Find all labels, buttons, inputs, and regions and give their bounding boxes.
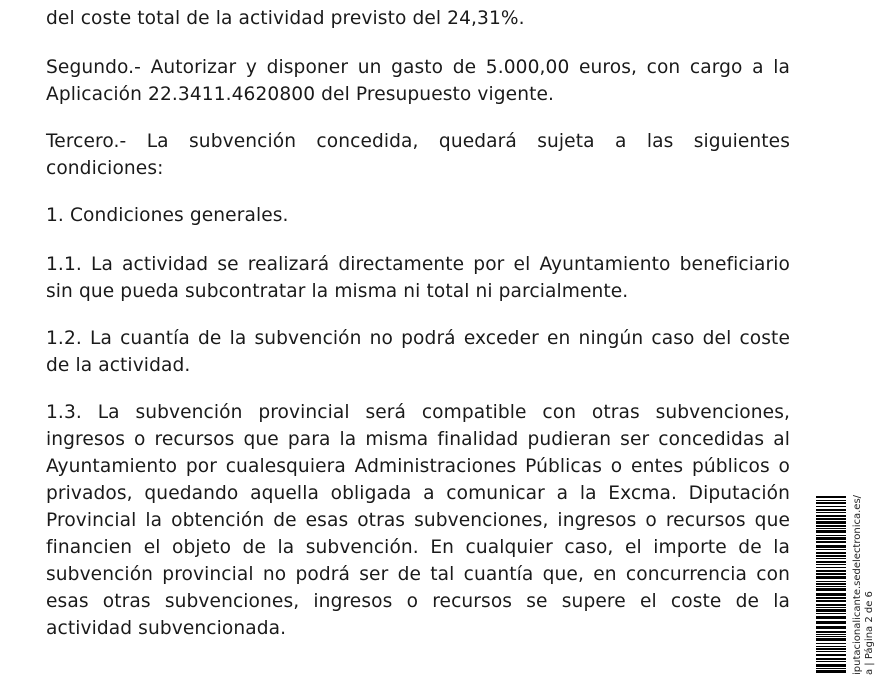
paragraph-segundo: Segundo.- Autorizar y disponer un gasto de 5.000,00 euros, con cargo a la Aplicación 22.3411.4620800 del Presupuesto vigente. (46, 57, 790, 105)
barcode-bar (816, 600, 846, 602)
barcode-bar (816, 638, 846, 641)
barcode-bar (816, 564, 846, 565)
barcode-bar (816, 609, 846, 612)
barcode-bar (816, 555, 846, 557)
barcode-bar (816, 541, 846, 543)
barcode-bar (816, 576, 846, 579)
barcode-bar (816, 549, 846, 550)
barcode-bar (816, 604, 846, 606)
barcode-bar (816, 670, 846, 673)
barcode-bar (816, 552, 846, 554)
barcode-bar (816, 593, 846, 596)
barcode-bar (816, 661, 846, 662)
barcode-bar (816, 500, 846, 501)
paragraph-1-3: 1.3. La subvención provincial será compatible con otras subvenciones, ingresos o recursos que para la misma finalidad pudieran ser concedidas al Ayuntamiento por cualesquiera Administraciones Públicas o entes públicos o privados, quedando aquella obligada a comunicar a la Excma. Diputación Provincial la obtención de esas otras subvenciones, ingresos o recursos que financien el objeto de la subvención. En cualquier caso, el importe de la subvención provincial no podrá ser de tal cuantía que, en concurrencia con esas otras subvenciones, ingresos o recursos se supere el coste de la actividad subvencionada. (46, 402, 790, 639)
barcode-bar (816, 528, 846, 529)
barcode-bar (816, 654, 846, 656)
barcode-bar (816, 537, 846, 540)
barcode-bar (816, 664, 846, 667)
barcode-bar (816, 597, 846, 599)
barcode-bar (816, 561, 846, 563)
barcode-bar (816, 636, 846, 637)
barcode-bar (816, 668, 846, 669)
barcode-bar (816, 586, 846, 587)
barcode-bar (816, 581, 846, 582)
barcode-bar (816, 643, 846, 644)
barcode-bar (816, 583, 846, 585)
barcode-bar (816, 509, 846, 511)
barcode-bar (816, 502, 846, 504)
page-info: a | Página 2 de 6 (864, 591, 875, 675)
barcode-bar (816, 588, 846, 591)
barcode-bar (816, 496, 846, 498)
barcode-bar (816, 634, 846, 635)
barcode-bar (816, 535, 846, 536)
barcode-bar (816, 515, 846, 517)
paragraph-1-1: 1.1. La actividad se realizará directamente por el Ayuntamiento beneficiario sin que pueda subcontratar la misma ni total ni parcialmente. (46, 254, 790, 302)
barcode-bar (816, 646, 846, 647)
barcode-bar (816, 506, 846, 507)
heading-condiciones-generales: 1. Condiciones generales. (46, 205, 289, 226)
paragraph-cut-off (46, 669, 790, 675)
barcode-bar (816, 651, 846, 652)
barcode-bar (816, 521, 846, 524)
paragraph-1-2: 1.2. La cuantía de la subvención no podrá exceder en ningún caso del coste de la actividad. (46, 328, 790, 376)
barcode-bar (816, 570, 846, 572)
barcode-bar (816, 567, 846, 568)
barcode-bar (816, 607, 846, 608)
barcode-bar (816, 558, 846, 559)
paragraph-coste-total: del coste total de la actividad previsto del 24,31%. (46, 8, 525, 29)
barcode-bar (816, 631, 846, 633)
barcode-bar (816, 573, 846, 575)
paragraph-tercero: Tercero.- La subvención concedida, quedará sujeta a las siguientes condiciones: (46, 131, 790, 179)
barcode-bar (816, 626, 846, 629)
barcode-bar (816, 530, 846, 533)
margin-verification-text (852, 495, 876, 675)
verification-url: iputacionalicante.sedelectronica.es/ (852, 494, 863, 675)
barcode-bar (816, 658, 846, 660)
barcode-bar (816, 525, 846, 527)
barcode-bar (816, 512, 846, 513)
barcode-bar (816, 545, 846, 548)
barcode-image (816, 496, 846, 675)
barcode-bar (816, 621, 846, 624)
barcode-bar (816, 518, 846, 520)
barcode-bar (816, 613, 846, 614)
barcode-bar (816, 648, 846, 650)
barcode-bar (816, 616, 846, 619)
